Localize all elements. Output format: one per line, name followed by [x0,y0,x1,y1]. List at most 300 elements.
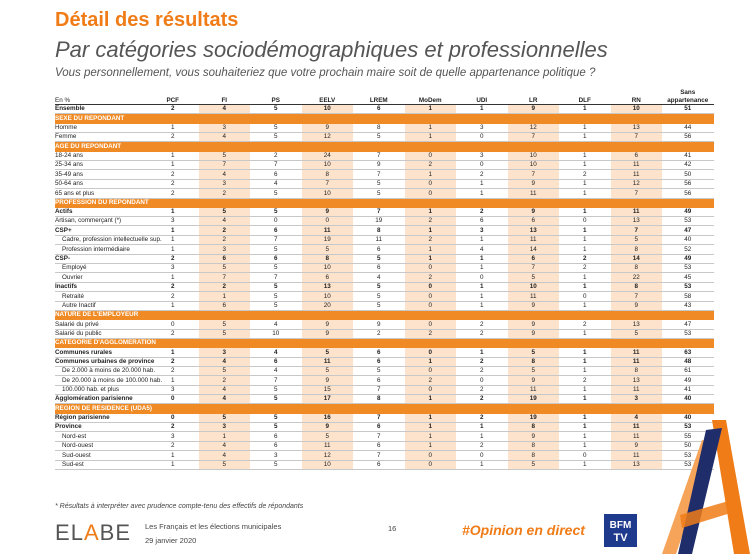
table-cell: 1 [147,207,199,216]
table-cell: 8 [302,254,354,263]
table-cell: 11 [508,235,560,244]
table-cell: 42 [662,160,714,169]
table-cell: 11 [302,357,354,366]
table-header-row [55,84,714,105]
table-cell: 6 [353,357,405,366]
row-label: De 2.000 à moins de 20.000 hab. [55,366,147,375]
row-label: Nord-ouest [55,441,147,450]
table-cell: 6 [250,432,302,441]
table-cell: 14 [508,245,560,254]
table-cell: 0 [456,376,508,385]
table-cell: 1 [456,254,508,263]
table-cell: 0 [405,264,457,273]
table-cell: 1 [456,423,508,432]
table-cell: 10 [302,189,354,198]
table-cell: 1 [405,423,457,432]
table-cell: 2 [147,357,199,366]
table-cell: 9 [302,123,354,132]
table-cell: 10 [302,292,354,301]
table-cell: 5 [199,413,251,422]
table-cell: 6 [508,254,560,263]
table-cell: 10 [302,264,354,273]
table-cell: 1 [559,395,611,404]
table-cell: 19 [353,217,405,226]
section-label: REGION DE RESIDENCE (UDA5) [55,404,714,413]
table-row [55,320,714,329]
table-cell: 1 [559,151,611,160]
table-cell: 4 [199,217,251,226]
table-cell: 1 [559,329,611,338]
table-cell: 9 [302,376,354,385]
table-row [55,264,714,273]
table-cell: 2 [456,207,508,216]
table-cell: 3 [199,123,251,132]
table-cell: 8 [508,441,560,450]
table-cell: 9 [508,320,560,329]
table-header-label: En % [55,84,147,105]
table-cell: 2 [456,385,508,394]
table-cell: 1 [405,207,457,216]
table-cell: 47 [662,320,714,329]
row-label: Région parisienne [55,413,147,422]
table-cell: 6 [353,441,405,450]
row-label: 18-24 ans [55,151,147,160]
table-cell: 1 [147,451,199,460]
table-cell: 11 [508,385,560,394]
table-cell: 11 [611,207,663,216]
table-cell: 5 [199,207,251,216]
table-cell: 3 [147,432,199,441]
table-cell: 2 [353,329,405,338]
row-label: Salarié du public [55,329,147,338]
table-cell: 45 [662,273,714,282]
table-cell: 8 [353,226,405,235]
table-cell: 11 [611,357,663,366]
table-cell: 43 [662,301,714,310]
table-cell: 56 [662,189,714,198]
table-cell: 4 [199,357,251,366]
survey-question: Vous personnellement, vous souhaiteriez que votre prochain maire soit de quelle appartenance politique ? [55,67,596,79]
row-label: Autre Inactif [55,301,147,310]
table-cell: 4 [250,179,302,188]
table-cell: 13 [611,376,663,385]
table-cell: 4 [199,385,251,394]
table-cell: 61 [662,366,714,375]
table-cell: 10 [508,160,560,169]
table-cell: 1 [456,460,508,469]
table-cell: 6 [353,348,405,357]
table-cell: 5 [199,460,251,469]
table-row [55,189,714,198]
table-cell: 4 [199,451,251,460]
table-cell: 1 [147,376,199,385]
table-cell: 1 [456,348,508,357]
table-cell: 2 [199,282,251,291]
table-cell: 9 [508,179,560,188]
table-cell: 13 [508,226,560,235]
row-label: 100.000 hab. et plus [55,385,147,394]
table-cell: 4 [199,395,251,404]
table-cell: 12 [302,132,354,141]
table-cell: 6 [250,441,302,450]
decorative-a-logo [662,420,750,554]
table-cell: 2 [147,423,199,432]
row-label: Sud-ouest [55,451,147,460]
table-cell: 8 [302,170,354,179]
row-label: 65 ans et plus [55,189,147,198]
row-label: Ouvrier [55,273,147,282]
table-cell: 3 [147,385,199,394]
table-cell: 2 [147,329,199,338]
section-label: CATEGORIE D'AGGLOMERATION [55,338,714,347]
table-cell: 56 [662,179,714,188]
table-cell: 58 [662,292,714,301]
table-cell: 52 [662,245,714,254]
table-row [55,376,714,385]
table-cell: 1 [559,348,611,357]
table-cell: 9 [302,320,354,329]
table-cell: 5 [353,132,405,141]
table-cell: 4 [199,105,251,114]
section-header-row [55,338,714,347]
table-cell: 63 [662,348,714,357]
table-cell: 6 [250,254,302,263]
row-label: Retraité [55,292,147,301]
table-cell: 5 [250,189,302,198]
table-cell: 1 [559,441,611,450]
table-cell: 11 [508,189,560,198]
table-cell: 2 [199,226,251,235]
table-cell: 5 [250,385,302,394]
table-cell: 1 [405,432,457,441]
table-cell: 53 [662,282,714,291]
table-cell: 9 [508,207,560,216]
page-title: Détail des résultats [55,9,239,31]
table-cell: 11 [302,441,354,450]
table-cell: 0 [559,292,611,301]
row-label: Sud-est [55,460,147,469]
table-cell: 5 [250,413,302,422]
table-row [55,357,714,366]
table-cell: 3 [199,245,251,254]
table-cell: 0 [405,348,457,357]
row-label: De 20.000 à moins de 100.000 hab. [55,376,147,385]
table-cell: 2 [405,235,457,244]
table-cell: 1 [199,432,251,441]
table-cell: 5 [250,207,302,216]
study-title: Les Français et les élections municipales [145,522,282,531]
table-cell: 56 [662,132,714,141]
table-cell: 7 [353,413,405,422]
table-cell: 1 [199,292,251,301]
row-label: Province [55,423,147,432]
table-cell: 4 [456,245,508,254]
table-cell: 12 [302,451,354,460]
table-cell: 11 [611,451,663,460]
section-label: PROFESSION DU REPONDANT [55,198,714,207]
table-cell: 1 [559,460,611,469]
table-cell: 10 [250,329,302,338]
table-cell: 53 [662,264,714,273]
table-cell: 7 [508,170,560,179]
table-cell: 9 [508,329,560,338]
table-cell: 5 [353,366,405,375]
table-cell: 13 [611,123,663,132]
table-cell: 5 [353,292,405,301]
table-cell: 8 [611,264,663,273]
table-cell: 1 [147,348,199,357]
column-header: EELV [302,84,354,105]
elabe-logo: ELABE [55,520,131,545]
table-cell: 8 [508,357,560,366]
column-header: UDI [456,84,508,105]
table-cell: 1 [147,235,199,244]
table-cell: 49 [662,207,714,216]
table-cell: 7 [250,160,302,169]
table-cell: 3 [456,226,508,235]
table-cell: 3 [199,348,251,357]
table-cell: 0 [405,385,457,394]
table-cell: 1 [559,160,611,169]
table-cell: 5 [353,282,405,291]
table-cell: 47 [662,226,714,235]
table-cell: 5 [250,105,302,114]
table-cell: 19 [508,395,560,404]
row-label: Homme [55,123,147,132]
table-cell: 1 [456,235,508,244]
table-cell: 2 [559,170,611,179]
table-cell: 5 [250,301,302,310]
table-cell: 4 [199,170,251,179]
table-row [55,179,714,188]
table-cell: 2 [456,329,508,338]
table-cell: 1 [405,132,457,141]
table-cell: 1 [405,123,457,132]
table-cell: 5 [250,423,302,432]
table-cell: 4 [199,132,251,141]
table-cell: 2 [199,189,251,198]
table-cell: 53 [662,217,714,226]
row-label: Artisan, commerçant (*) [55,217,147,226]
table-cell: 11 [611,385,663,394]
results-table [55,84,714,470]
table-cell: 19 [508,413,560,422]
table-cell: 53 [662,423,714,432]
table-cell: 15 [302,385,354,394]
row-label: CSP- [55,254,147,263]
table-cell: 3 [147,264,199,273]
table-cell: 13 [611,217,663,226]
table-cell: 1 [405,357,457,366]
table-cell: 6 [250,357,302,366]
table-row [55,423,714,432]
table-cell: 0 [405,320,457,329]
table-cell: 5 [199,151,251,160]
table-cell: 6 [353,376,405,385]
table-row [55,413,714,422]
table-cell: 7 [611,292,663,301]
table-cell: 11 [353,235,405,244]
section-label: SEXE DU REPONDANT [55,114,714,123]
table-cell: 5 [199,264,251,273]
table-cell: 0 [147,320,199,329]
table-cell: 0 [302,217,354,226]
table-cell: 2 [147,105,199,114]
table-cell: 5 [302,432,354,441]
table-cell: 2 [405,160,457,169]
table-cell: 5 [250,395,302,404]
section-label: NATURE DE L'EMPLOYEUR [55,310,714,319]
table-cell: 7 [199,160,251,169]
table-cell: 8 [611,245,663,254]
table-cell: 3 [199,179,251,188]
table-cell: 9 [508,432,560,441]
table-cell: 7 [250,273,302,282]
row-label: Actifs [55,207,147,216]
table-cell: 5 [508,348,560,357]
column-header: Sans appartenance [662,84,714,105]
table-row [55,348,714,357]
table-cell: 20 [302,301,354,310]
table-cell: 1 [559,385,611,394]
table-cell: 5 [353,301,405,310]
table-cell: 0 [405,189,457,198]
table-cell: 2 [456,441,508,450]
table-cell: 2 [456,320,508,329]
table-cell: 1 [147,245,199,254]
table-cell: 9 [302,423,354,432]
table-cell: 6 [199,301,251,310]
table-row [55,170,714,179]
table-cell: 5 [508,460,560,469]
table-cell: 1 [559,357,611,366]
column-header: LREM [353,84,405,105]
table-cell: 5 [302,366,354,375]
table-cell: 7 [353,451,405,460]
column-header: DLF [559,84,611,105]
table-cell: 1 [147,160,199,169]
row-label: Employé [55,264,147,273]
table-cell: 9 [611,301,663,310]
table-cell: 7 [250,235,302,244]
table-cell: 40 [662,413,714,422]
table-cell: 11 [508,292,560,301]
table-cell: 14 [611,254,663,263]
table-cell: 9 [302,329,354,338]
table-cell: 10 [508,151,560,160]
table-cell: 41 [662,151,714,160]
table-cell: 1 [456,189,508,198]
table-cell: 5 [353,254,405,263]
table-cell: 5 [199,329,251,338]
table-cell: 1 [456,105,508,114]
table-cell: 1 [559,123,611,132]
table-cell: 5 [302,245,354,254]
table-cell: 1 [405,441,457,450]
table-row [55,441,714,450]
table-cell: 7 [353,207,405,216]
table-cell: 2 [147,441,199,450]
table-cell: 1 [147,151,199,160]
table-cell: 53 [662,329,714,338]
table-cell: 5 [250,245,302,254]
row-label: 35-49 ans [55,170,147,179]
table-row [55,366,714,375]
table-cell: 3 [456,123,508,132]
table-cell: 0 [405,301,457,310]
table-cell: 53 [662,460,714,469]
table-cell: 0 [456,451,508,460]
table-cell: 7 [611,226,663,235]
table-row [55,207,714,216]
table-cell: 8 [353,123,405,132]
table-cell: 5 [353,189,405,198]
table-cell: 1 [559,235,611,244]
table-cell: 8 [508,423,560,432]
table-cell: 6 [353,105,405,114]
table-cell: 2 [559,264,611,273]
row-label: 50-64 ans [55,179,147,188]
table-row [55,151,714,160]
table-cell: 6 [302,273,354,282]
table-row [55,123,714,132]
row-label: Communes rurales [55,348,147,357]
table-cell: 9 [508,376,560,385]
table-cell: 1 [559,245,611,254]
table-cell: 0 [456,273,508,282]
table-cell: 8 [611,282,663,291]
table-cell: 1 [405,170,457,179]
table-cell: 1 [559,432,611,441]
table-row [55,432,714,441]
table-cell: 1 [559,273,611,282]
table-row [55,245,714,254]
table-cell: 7 [353,151,405,160]
table-cell: 4 [250,348,302,357]
study-date: 29 janvier 2020 [145,536,197,545]
table-cell: 16 [302,413,354,422]
table-body [55,105,714,470]
table-row [55,460,714,469]
row-label: Inactifs [55,282,147,291]
table-cell: 1 [559,207,611,216]
table-cell: 0 [405,151,457,160]
table-cell: 3 [611,395,663,404]
table-cell: 50 [662,441,714,450]
table-row [55,451,714,460]
table-cell: 3 [250,451,302,460]
table-cell: 4 [250,320,302,329]
page-subtitle: Par catégories sociodémographiques et professionnelles [55,37,608,62]
table-cell: 11 [611,423,663,432]
table-cell: 6 [250,170,302,179]
table-cell: 2 [456,170,508,179]
table-cell: 7 [199,273,251,282]
table-cell: 1 [456,301,508,310]
table-cell: 7 [250,376,302,385]
table-cell: 2 [559,254,611,263]
table-cell: 1 [559,179,611,188]
table-cell: 6 [353,264,405,273]
row-label: Nord-est [55,432,147,441]
table-cell: 2 [199,376,251,385]
column-header: RN [611,84,663,105]
page-number: 16 [388,524,397,533]
bfm-logo-text-top: BFM [609,520,632,531]
table-cell: 13 [302,282,354,291]
table-cell: 2 [405,376,457,385]
table-cell: 7 [611,189,663,198]
